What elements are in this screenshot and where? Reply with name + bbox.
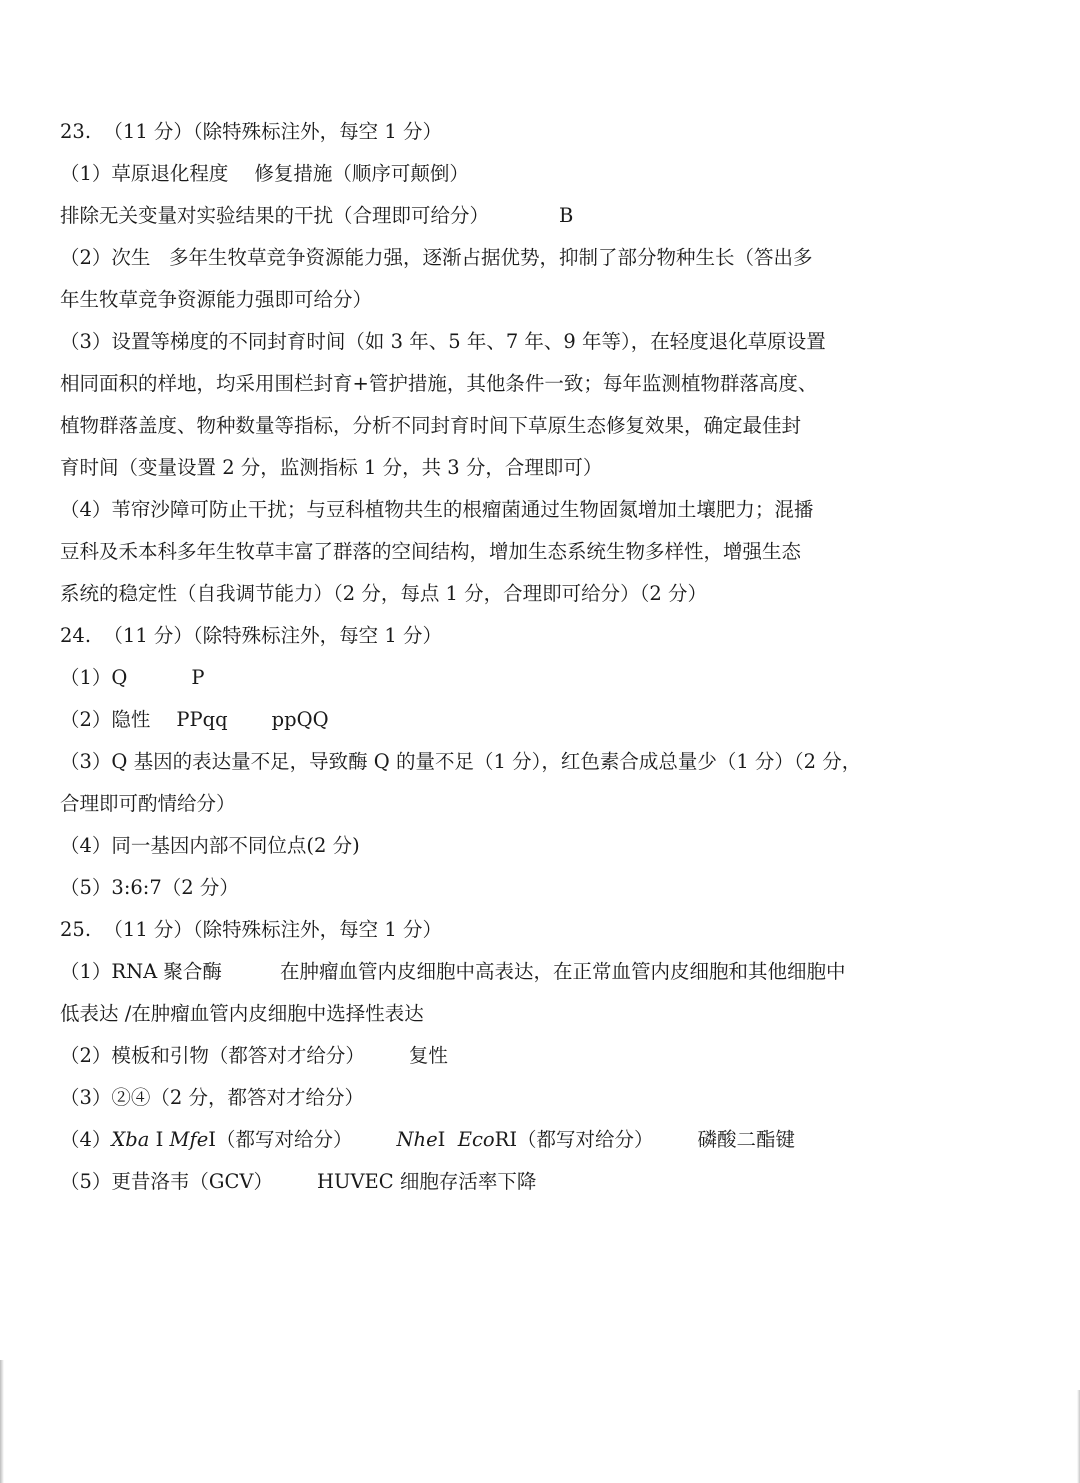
q25-part4-prefix: （4） [60,1128,112,1151]
q25-part4-enzyme-nhe: Nhe [396,1128,438,1151]
q23-part1-answer-a: （1）草原退化程度 [60,162,229,185]
q23-part1-line1 [60,161,469,187]
q25-part4 [60,1127,795,1153]
q24-part2-answer-a: （2）隐性 [60,708,151,731]
q23-part2-line2: 年生牧草竞争资源能力强即可给分） [60,288,373,311]
q25-part5 [60,1169,536,1195]
q24-part1-answer-b: P [191,666,205,689]
q25-part2-answer-a: （2）模板和引物（都答对才给分） [60,1044,365,1067]
q24-part5: （5）3:6:7（2 分） [60,876,239,899]
q24-part2 [60,707,329,733]
q25-part1-line2: 低表达 /在肿瘤血管内皮细胞中选择性表达 [60,1002,424,1025]
q23-part4-line2: 豆科及禾本科多年生牧草丰富了群落的空间结构，增加生态系统生物多样性，增强生态 [60,540,802,563]
q23-part2-line1: （2）次生 多年生牧草竞争资源能力强，逐渐占据优势，抑制了部分物种生长（答出多 [60,246,813,269]
q25-part1-answer-b: 在肿瘤血管内皮细胞中高表达，在正常血管内皮细胞和其他细胞中 [279,960,846,983]
q23-part3-line4: 育时间（变量设置 2 分，监测指标 1 分，共 3 分，合理即可） [60,456,603,479]
q25-part4-enzyme-xba: Xba [111,1128,150,1151]
q25-part4-enzyme-mfe: Mfe [169,1128,209,1151]
q25-part3: （3）②④（2 分，都答对才给分） [60,1086,365,1109]
q24-part3-line1: （3）Q 基因的表达量不足，导致酶 Q 的量不足（1 分），红色素合成总量少（1 分）（2 分， [60,750,862,773]
q24-part4: （4）同一基因内部不同位点(2 分) [60,834,360,857]
q25-part5-answer-b: HUVEC 细胞存活率下降 [317,1170,537,1193]
q25-part1-answer-a: （1）RNA 聚合酶 [60,960,222,983]
q25-part1-line1 [60,959,845,985]
q24-part1 [60,665,205,691]
q25-part2 [60,1043,448,1069]
q23-header: 23. （11 分）（除特殊标注外，每空 1 分） [60,120,442,143]
q25-part4-enzyme-xba-suffix: Ⅰ [149,1128,170,1151]
q23-part1-answer-d: B [559,204,574,227]
q25-part4-enzyme-mfe-suffix: Ⅰ（都写对给分） [208,1128,353,1151]
q23-part1-answer-c: 排除无关变量对实验结果的干扰（合理即可给分） [60,204,490,227]
q23-part3-line3: 植物群落盖度、物种数量等指标，分析不同封育时间下草原生态修复效果，确定最佳封 [60,414,802,437]
q25-header: 25. （11 分）（除特殊标注外，每空 1 分） [60,918,442,941]
q23-part4-line3: 系统的稳定性（自我调节能力）（2 分，每点 1 分，合理即可给分）（2 分） [60,582,708,605]
q25-part2-answer-b: 复性 [408,1044,448,1067]
page-edge-shadow-left [0,1360,4,1483]
q24-part3-line2: 合理即可酌情给分） [60,792,236,815]
q23-part4-line1: （4）苇帘沙障可防止干扰；与豆科植物共生的根瘤菌通过生物固氮增加土壤肥力；混播 [60,498,814,521]
q25-part4-enzyme-eco-suffix: RI（都写对给分） [494,1128,654,1151]
q24-part1-answer-a: （1）Q [60,666,128,689]
q25-part5-answer-a: （5）更昔洛韦（GCV） [60,1170,273,1193]
q23-part1-answer-b: 修复措施（顺序可颠倒） [254,162,469,185]
q25-part4-answer-bond: 磷酸二酯键 [697,1128,796,1151]
q25-part4-enzyme-nhe-suffix: Ⅰ [437,1128,458,1151]
q24-part2-answer-c: ppQQ [271,708,329,731]
q25-part4-enzyme-eco: Eco [457,1128,495,1151]
q23-part3-line2: 相同面积的样地，均采用围栏封育+管护措施，其他条件一致；每年监测植物群落高度、 [60,372,818,395]
q23-part3-line1: （3）设置等梯度的不同封育时间（如 3 年、5 年、7 年、9 年等），在轻度退化草原设置 [60,330,826,353]
q24-header: 24. （11 分）（除特殊标注外，每空 1 分） [60,624,442,647]
q24-part2-answer-b: PPqq [176,708,228,731]
q23-part1-line2 [60,203,573,229]
